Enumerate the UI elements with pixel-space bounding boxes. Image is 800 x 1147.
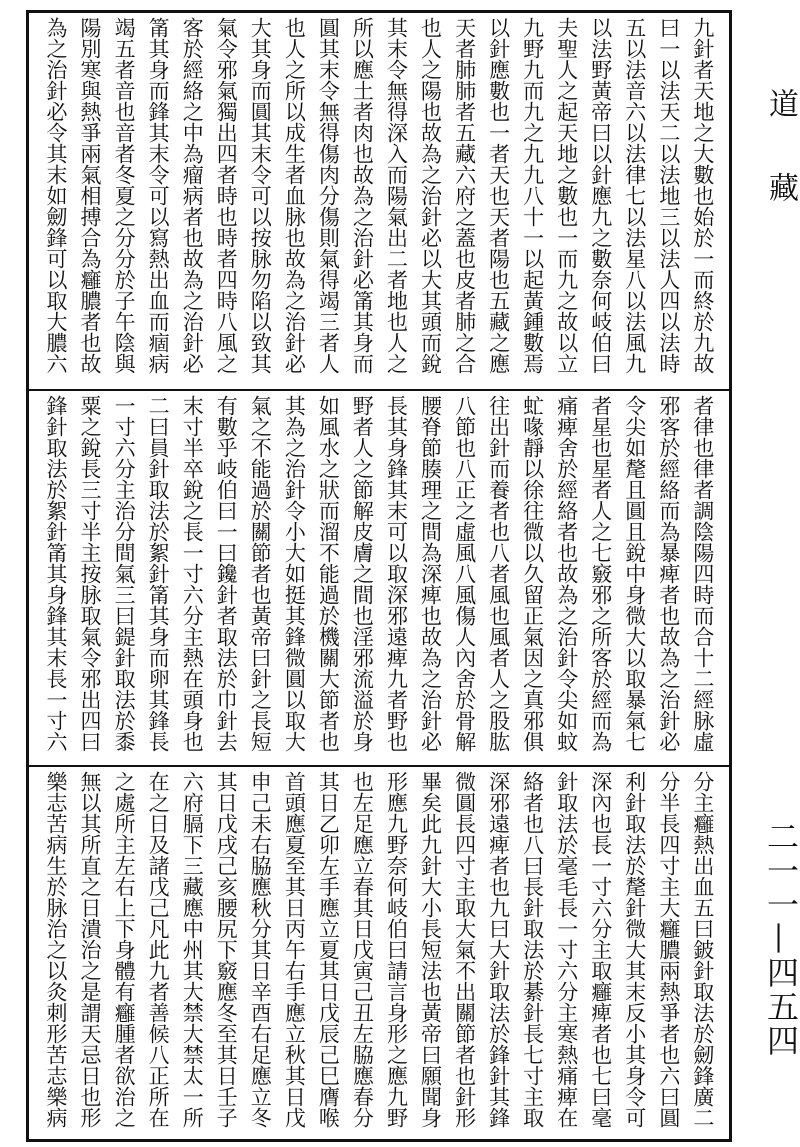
text-column: 首頭應夏至其日丙午右手應立秋其日戊 — [282, 771, 307, 1128]
text-column: 末寸半卒銳之長一寸六分主熱在頭身也 — [180, 395, 205, 752]
text-column: 虻喙靜以徐往微以久留正氣因之真邪俱 — [520, 395, 545, 752]
text-column: 夫聖人之起天地之數也一而九之故以立 — [554, 17, 579, 374]
text-column: 之處所主左右上下身體有癰腫者欲治之 — [112, 771, 137, 1128]
text-column: 有數乎岐伯曰一曰鑱針者取法於巾針去 — [214, 395, 239, 752]
text-column: 以法野黃帝曰以針應九之數奈何岐伯曰 — [588, 17, 613, 374]
text-column: 九野九而九之九九八十一以起黃鍾數焉 — [520, 17, 545, 374]
text-column: 所以應土者肉也故為之治針必筩其身而 — [350, 17, 375, 374]
text-column: 為之治針必令其末如劒鋒可以取大膿六 — [44, 17, 68, 374]
text-column: 粟之銳長三寸半主按脉取氣令邪出四曰 — [78, 395, 103, 752]
text-column: 五以法音六以法律七以法星八以法風九 — [622, 17, 647, 374]
text-column: 微圓長四寸主取大氣不出關節者也針形 — [452, 771, 477, 1128]
text-column: 也人之所以成生者血脉也故為之治針必 — [282, 17, 307, 374]
text-column: 深邪遠痺者也九曰大針取法於鋒針其鋒 — [486, 771, 511, 1128]
text-column: 八節也八正之虛風八風傷人內舍於骨解 — [452, 395, 477, 752]
text-column: 痛痺舍於經絡者也故為之治針令尖如蚊 — [554, 395, 579, 752]
text-column: 其日乙卯左手應立夏其日戊辰己巳膺喉 — [316, 771, 341, 1128]
text-column: 筩其身而鋒其末令可以寫熱出血而痼病 — [146, 17, 171, 374]
text-column: 九針者天地之大數也始於一而終於九故 — [690, 17, 715, 374]
text-column: 深內也長一寸六分主取癰痺者也七曰毫 — [588, 771, 613, 1128]
text-column: 在之日及諸戊己凡此九者善候八正所在 — [146, 771, 171, 1128]
text-column: 氣之不能過於關節者也黃帝曰針之長短 — [248, 395, 273, 752]
text-column: 無以其所直之日潰治之是謂天忌日也形 — [78, 771, 103, 1128]
text-column: 六府膈下三藏應中州其大禁大禁太一所 — [180, 771, 205, 1128]
text-panel-upper — [29, 13, 729, 389]
text-column: 也左足應立春其日戊寅己丑左脇應春分 — [350, 771, 375, 1128]
text-column: 鋒針取法於絮針筩其身鋒其末長一寸六 — [44, 395, 68, 752]
text-column: 令尖如氂且圓且銳中身微大以取暴氣七 — [622, 395, 647, 752]
text-column: 陽別寒與熱爭兩氣相搏合為癰膿者也故 — [78, 17, 103, 374]
text-column: 如風水之狀而溜不能過於機關大節者也 — [316, 395, 341, 752]
text-column: 其日戊戌己亥腰尻下竅應冬至其日壬子 — [214, 771, 239, 1128]
text-panel-middle — [29, 389, 729, 765]
text-column: 以針應數也一者天也天者陽也五藏之應 — [486, 17, 511, 374]
text-column: 者律也律者調陰陽四時而合十二經脉虛 — [690, 395, 715, 752]
collection-title: 道藏 — [763, 88, 798, 256]
text-column: 形應九野奈何岐伯曰請言身形之應九野 — [384, 771, 409, 1128]
text-panel-lower — [29, 765, 729, 1139]
text-column: 腰脊節腠理之間為深痺也故為之治針必 — [418, 395, 443, 752]
text-column: 絡者也八曰長針取法於綦針長七寸主取 — [520, 771, 545, 1128]
text-column: 一寸六分主治分間氣三曰鍉針取法於黍 — [112, 395, 137, 752]
text-column: 長其身鋒其末可以取深邪遠痺九者野也 — [384, 395, 409, 752]
text-column: 申己未右脇應秋分其日辛酉右足應立冬 — [248, 771, 273, 1128]
text-column: 者星也星者人之七竅邪之所客於經而為 — [588, 395, 613, 752]
text-column: 分主癰熱出血五曰鈹針取法於劒鋒廣二 — [690, 771, 715, 1128]
text-column: 分半長四寸主大癰膿兩熱爭者也六曰圓 — [656, 771, 681, 1128]
text-column: 其為之治針令小大如挺其鋒微圓以取大 — [282, 395, 307, 752]
text-column: 樂志苦病生於脉治之以灸刺形苦志樂病 — [44, 771, 68, 1128]
text-column: 畢矣此九針大小長短法也黃帝曰願聞身 — [418, 771, 443, 1128]
text-column: 曰一以法天二以法地三以法人四以法時 — [656, 17, 681, 374]
text-column: 針取法於毫毛長一寸六分主寒熱痛痺在 — [554, 771, 579, 1128]
text-column: 大其身而圓其末令可以按脉勿陷以致其 — [248, 17, 273, 374]
text-column: 邪客於經絡而為暴痺者也故為之治針必 — [656, 395, 681, 752]
text-column: 天者肺肺者五藏六府之蓋也皮者肺之合 — [452, 17, 477, 374]
text-column: 氣令邪氣獨出四者時也時者四時八風之 — [214, 17, 239, 374]
text-column: 往出針而養者也八者風也風者人之股肱 — [486, 395, 511, 752]
text-column: 客於經絡之中為瘤病者也故為之治針必 — [180, 17, 205, 374]
text-column: 二曰員針取法於絮針筩其身而卵其鋒長 — [146, 395, 171, 752]
text-column: 也人之陽也故為之治針必以大其頭而銳 — [418, 17, 443, 374]
page-number: 二一一—四五四 — [762, 820, 800, 1058]
text-column: 竭五者音也音者冬夏之分分於子午陰與 — [112, 17, 137, 374]
text-column: 野者人之節解皮膚之間也淫邪流溢於身 — [350, 395, 375, 752]
text-column: 利針取法於氂針微大其末反小其身令可 — [622, 771, 647, 1128]
page-frame — [26, 10, 732, 1142]
text-column: 其末令無得深入而陽氣出二者地也人之 — [384, 17, 409, 374]
text-column: 圓其末令無得傷肉分傷則氣得竭三者人 — [316, 17, 341, 374]
